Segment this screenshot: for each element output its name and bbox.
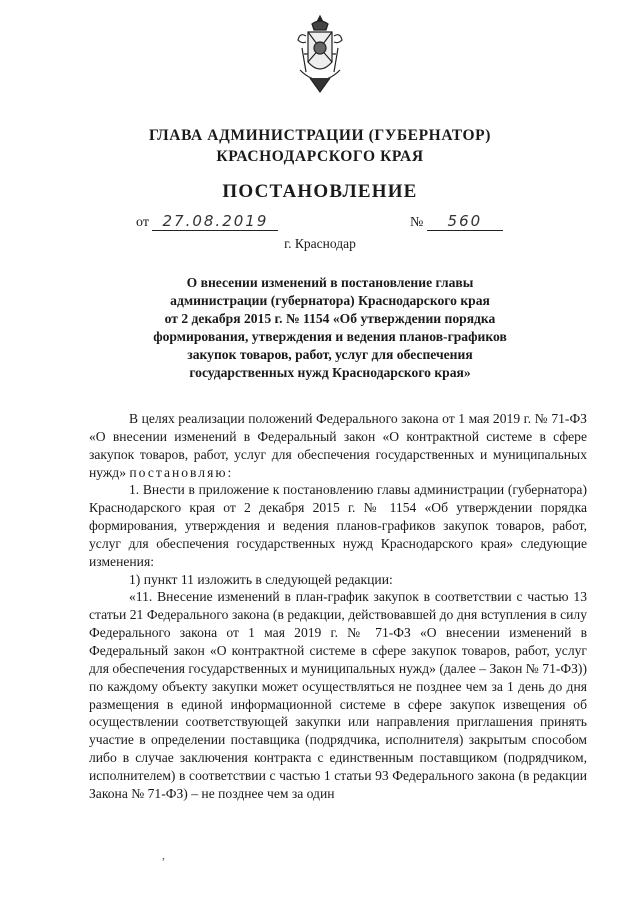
date-value: 27.08.2019 <box>152 212 278 231</box>
issuer-line-2: КРАСНОДАРСКОГО КРАЯ <box>216 148 424 165</box>
number-label: № <box>410 215 424 230</box>
document-body <box>89 410 587 803</box>
clause-11-paragraph: «11. Внесение изменений в план-график закупок в соответствии с частью 13 статьи 21 Федерального закона (в редакции, действовавшей до дня вступления в силу Федерального закона от 1 мая 2019 г. № 71-ФЗ «О внесении изменений в Федеральный закон «О контрактной системе в сфере закупок товаров, работ, услуг для обеспечения государственных и муниципальных нужд» (далее – Закон № 71-ФЗ)) по каждому объекту закупки может осуществляться не позднее чем за 1 день до дня размещения в единой информационной системе в сфере закупок извещения об осуществлении соответствующей закупки или направления приглашения принять участие в определении поставщика (подрядчика, исполнителя) закрытым способом либо в случае заключения контракта с единственным поставщиком (подрядчиком, исполнителем) в соответствии с частью 1 статьи 93 Федерального закона (в редакции Закона № 71-ФЗ) – не позднее чем за один <box>89 589 587 801</box>
title-line: О внесении изменений в постановление главы <box>186 275 474 290</box>
title-line: формирования, утверждения и ведения планов-графиков <box>153 328 507 344</box>
subclause-1-paragraph: 1) пункт 11 изложить в следующей редакции: <box>129 571 393 587</box>
preamble-paragraph <box>89 410 587 481</box>
number-value: 560 <box>427 212 503 231</box>
city: г. Краснодар <box>284 236 356 251</box>
coat-of-arms-emblem <box>296 14 344 96</box>
document-type: ПОСТАНОВЛЕНИЕ <box>222 181 418 202</box>
number-field <box>410 212 503 231</box>
title-line: государственных нужд Краснодарского края» <box>189 364 471 380</box>
clause-1-paragraph: 1. Внести в приложение к постановлению главы администрации (губернатора) Краснодарского края от 2 декабря 2015 г. № 1154 «Об утверждении порядка формирования, утверждения и ведения планов-графиков закупок товаров, работ, услуг для обеспечения государственных нужд Краснодарского края» следующие изменения: <box>89 482 587 569</box>
resolve-word: постановляю: <box>129 464 234 480</box>
document-title <box>130 274 530 381</box>
title-line: закупок товаров, работ, услуг для обеспечения <box>187 346 473 362</box>
date-field <box>136 212 278 231</box>
stray-mark: , <box>162 848 165 862</box>
title-line: администрации (губернатора) Краснодарского края <box>170 292 490 308</box>
preamble-text: В целях реализации положений Федерального закона от 1 мая 2019 г. № 71-ФЗ «О внесении изменений в Федеральный закон «О контрактной системе в сфере закупок товаров, работ, услуг для обеспечения государственных и муниципальных нужд» <box>89 411 587 480</box>
title-line: от 2 декабря 2015 г. № 1154 «Об утверждении порядка <box>164 310 496 326</box>
date-label: от <box>136 215 149 230</box>
issuer-line-1: ГЛАВА АДМИНИСТРАЦИИ (ГУБЕРНАТОР) <box>149 127 491 144</box>
